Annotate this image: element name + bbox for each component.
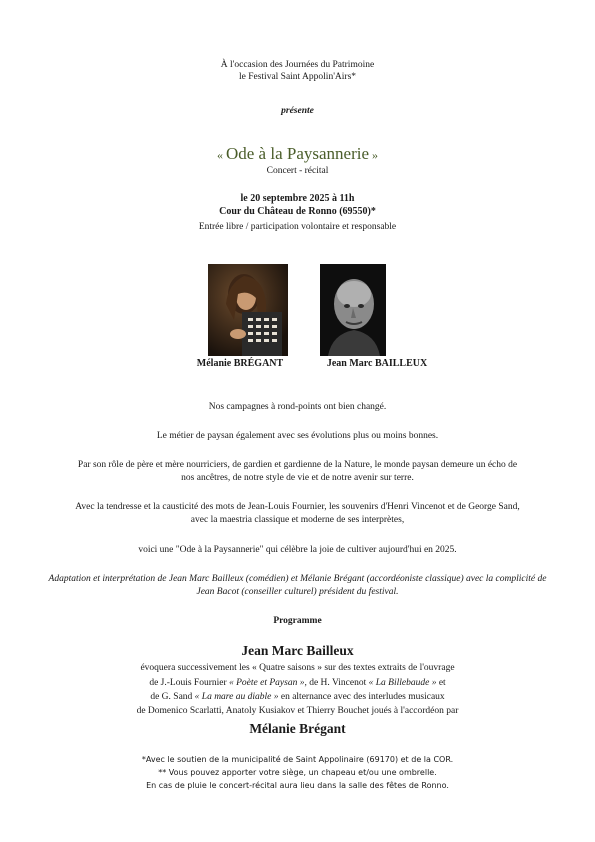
programme-line-2-pre: de J.-Louis Fournier <box>149 678 229 688</box>
programme-heading: Programme <box>273 616 322 626</box>
paragraph-6-line-1: Adaptation et interprétation de Jean Marc Bailleux (comédien) et Mélanie Brégant (accordéoniste classique) avec la complicité de <box>48 574 547 584</box>
footnote-2: ** Vous pouvez apporter votre siège, un chapeau et/ou une ombrelle. <box>158 768 437 777</box>
paragraph-3-line-2: nos ancêtres, de notre style de vie et de notre avenir sur terre. <box>181 473 414 483</box>
programme-line-2 <box>0 677 595 689</box>
event-entry: Entrée libre / participation volontaire et responsable <box>198 222 397 232</box>
performer-name-2: Mélanie Brégant <box>249 721 346 736</box>
paragraph-5: voici une "Ode à la Paysannerie" qui célèbre la joie de cultiver aujourd'hui en 2025. <box>138 545 457 555</box>
paragraph-4-line-1: Avec la tendresse et la causticité des mots de Jean-Louis Fournier, les souvenirs d'Henri Vincenot et de George Sand, <box>75 502 520 512</box>
title-close-quote: » <box>369 148 379 162</box>
accordionist-photo <box>208 264 288 356</box>
programme-line-3 <box>0 691 595 703</box>
event-venue: Cour du Château de Ronno (69550)* <box>219 206 376 217</box>
header-line-2: le Festival Saint Appolin'Airs* <box>238 72 357 82</box>
book-title-1: « Poète et Paysan » <box>229 678 305 688</box>
event-subtitle: Concert - récital <box>266 166 329 176</box>
header-line-1: À l'occasion des Journées du Patrimoine <box>220 60 375 70</box>
paragraph-6-line-2: Jean Bacot (conseiller culturel) président du festival. <box>196 587 399 597</box>
programme-line-2-post: et <box>436 678 446 688</box>
book-title-2: « La Billebaude » <box>368 678 437 688</box>
programme-line-4: de Domenico Scarlatti, Anatoly Kusiakov et Thierry Bouchet joués à l'accordéon par <box>136 706 459 716</box>
paragraph-4-line-2: avec la maestria classique et moderne de ses interprètes, <box>190 515 405 525</box>
actor-photo <box>320 264 386 356</box>
presents-label: présente <box>281 106 314 116</box>
paragraph-2: Le métier de paysan également avec ses évolutions plus ou moins bonnes. <box>156 431 439 441</box>
programme-line-3-post: en alternance avec des interludes musicaux <box>278 692 445 702</box>
performer-caption-1: Mélanie BRÉGANT <box>196 358 284 369</box>
performer-caption-2: Jean Marc BAILLEUX <box>326 358 428 369</box>
paragraph-1: Nos campagnes à rond-points ont bien changé. <box>208 402 387 412</box>
title-open-quote: « <box>216 148 226 162</box>
programme-line-2-mid: , de H. Vincenot <box>304 678 369 688</box>
footnote-3: En cas de pluie le concert-récital aura lieu dans la salle des fêtes de Ronno. <box>146 781 449 790</box>
event-title <box>0 144 595 165</box>
event-date: le 20 septembre 2025 à 11h <box>240 193 355 204</box>
programme-line-1: évoquera successivement les « Quatre saisons » sur des textes extraits de l'ouvrage <box>140 663 455 673</box>
programme-line-3-pre: de G. Sand <box>150 692 195 702</box>
book-title-3: « La mare au diable » <box>194 692 279 702</box>
footnote-1: *Avec le soutien de la municipalité de Saint Appolinaire (69170) et de la COR. <box>141 755 454 764</box>
paragraph-3-line-1: Par son rôle de père et mère nourriciers, de gardien et gardienne de la Nature, le monde paysan demeure un écho de <box>77 460 518 470</box>
title-text: Ode à la Paysannerie <box>225 144 370 163</box>
performer-name-1: Jean Marc Bailleux <box>241 643 354 658</box>
